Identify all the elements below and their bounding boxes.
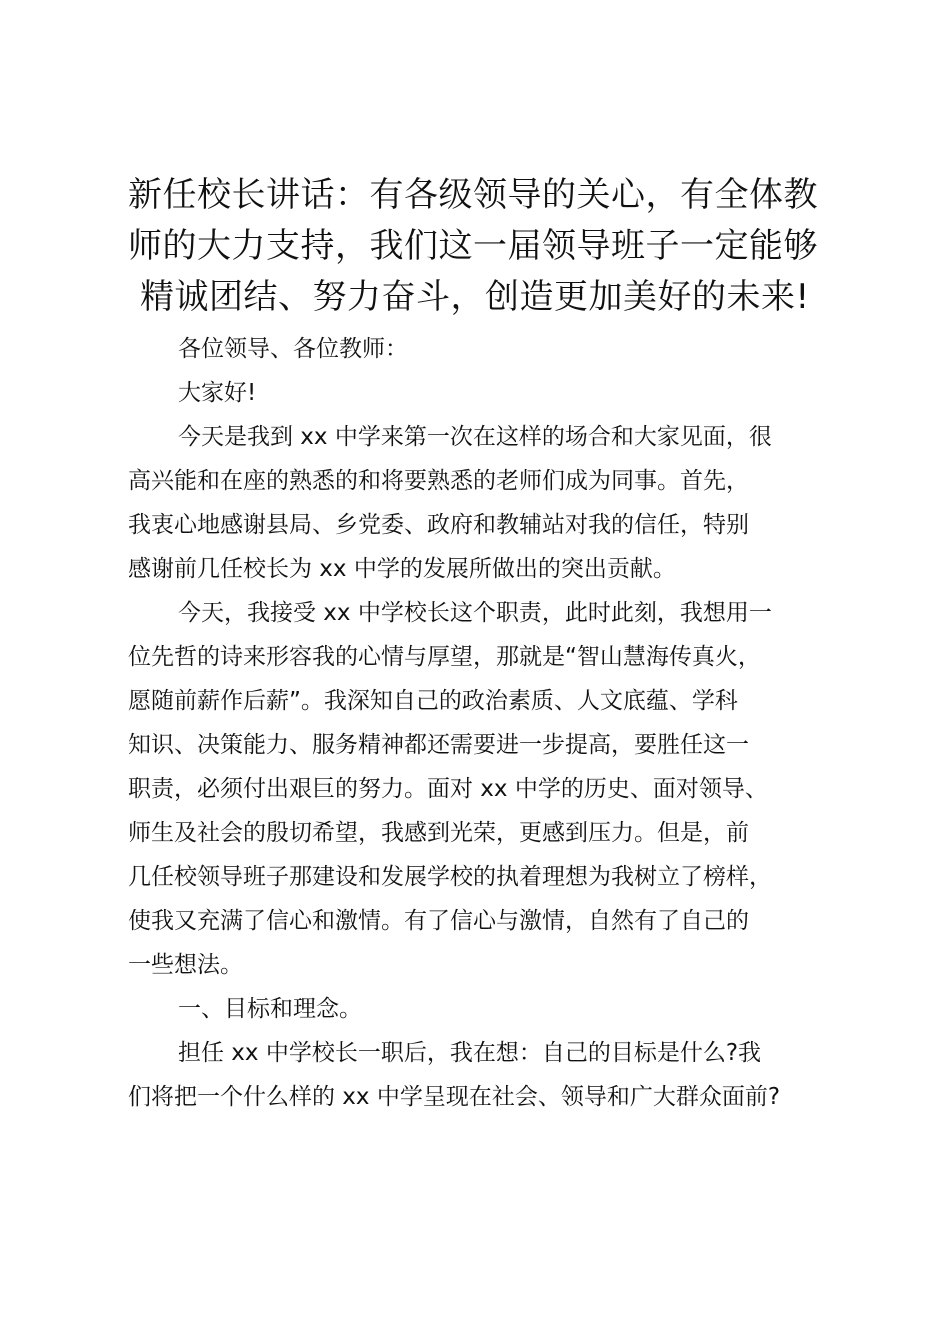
salutation: 各位领导、各位教师： — [178, 336, 408, 362]
section-heading: 一、目标和理念。 — [178, 996, 362, 1022]
paragraph-line: 们将把一个什么样的 xx 中学呈现在社会、领导和广大群众面前? — [128, 1084, 781, 1110]
title-line: 新任校长讲话：有各级领导的关心，有全体教 — [128, 175, 818, 215]
paragraph-line: 今天，我接受 xx 中学校长这个职责，此时此刻，我想用一 — [178, 600, 772, 626]
paragraph-line: 一些想法。 — [128, 952, 243, 978]
paragraph-1 — [128, 415, 834, 591]
paragraph-line: 我衷心地感谢县局、乡党委、政府和教辅站对我的信任，特别 — [128, 512, 749, 538]
greeting: 大家好! — [178, 380, 257, 406]
paragraph-line: 职责，必须付出艰巨的努力。面对 xx 中学的历史、面对领导、 — [128, 776, 768, 802]
title-line: 师的大力支持，我们这一届领导班子一定能够 — [128, 226, 818, 266]
paragraph-3 — [128, 1031, 834, 1119]
paragraph-line: 高兴能和在座的熟悉的和将要熟悉的老师们成为同事。首先， — [128, 468, 749, 494]
paragraph-line: 愿随前薪作后薪”。我深知自己的政治素质、人文底蕴、学科 — [128, 688, 738, 714]
paragraph-line: 感谢前几任校长为 xx 中学的发展所做出的突出贡献。 — [128, 556, 676, 582]
paragraph-line: 位先哲的诗来形容我的心情与厚望，那就是“智山慧海传真火， — [128, 644, 761, 670]
paragraph-2 — [128, 591, 834, 987]
paragraph-line: 几任校领导班子那建设和发展学校的执着理想为我树立了榜样， — [128, 864, 772, 890]
paragraph-line: 使我又充满了信心和激情。有了信心与激情，自然有了自己的 — [128, 908, 749, 934]
document-title — [128, 170, 834, 323]
paragraph-line: 今天是我到 xx 中学来第一次在这样的场合和大家见面，很 — [178, 424, 772, 450]
paragraph-line: 师生及社会的殷切希望，我感到光荣，更感到压力。但是，前 — [128, 820, 749, 846]
document-body — [128, 327, 834, 1119]
paragraph-line: 知识、决策能力、服务精神都还需要进一步提高，要胜任这一 — [128, 732, 749, 758]
title-line: 精诚团结、努力奋斗，创造更加美好的未来! — [140, 277, 810, 317]
paragraph-line: 担任 xx 中学校长一职后，我在想：自己的目标是什么?我 — [178, 1040, 762, 1066]
document-page — [128, 170, 834, 1119]
